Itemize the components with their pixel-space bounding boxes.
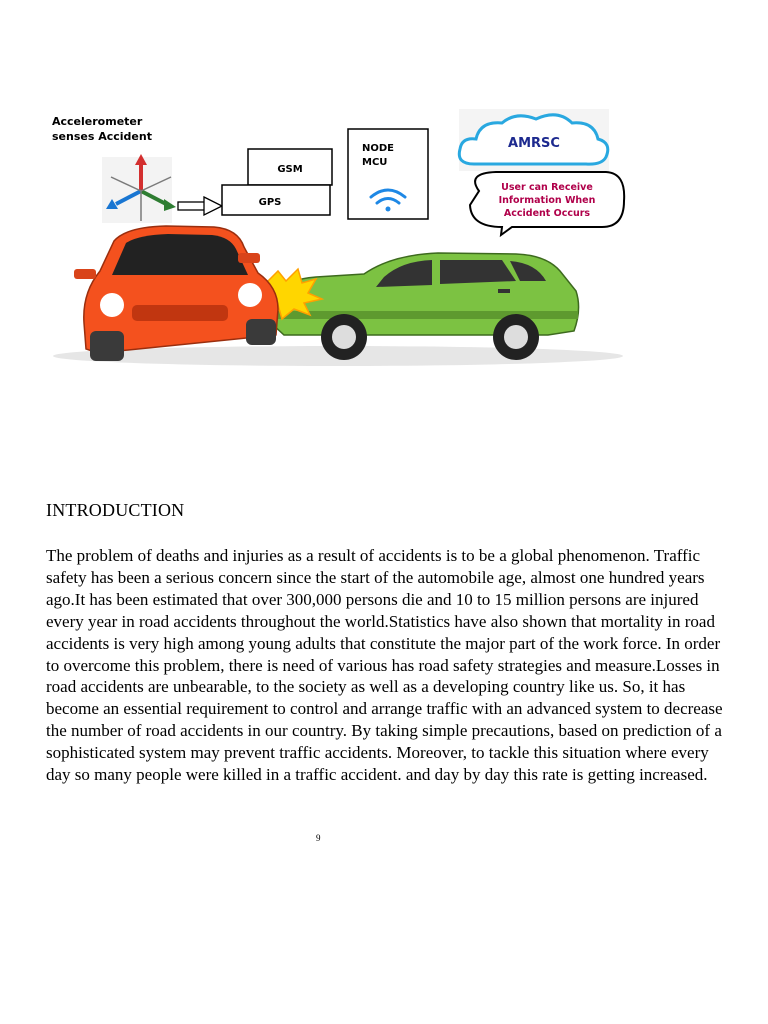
introduction-paragraph: The problem of deaths and injuries as a result of accidents is to be a global phenomenon. Traffic safety has been a serious concern since the start of the automobile age, almost one hundred years ago.It has been estimated that over 300,000 persons die and 10 to 15 million persons are injured every year in road accidents throughout the world.Statistics have also shown that mortality in road accidents is very high among young adults that constitute the major part of the work force. In order to overcome this problem, there is need of various has road safety strategies and measure.Losses in road accidents are unbearable, to the society as well as a developing country like us. So, it has become an essential requirement to control and arrange traffic with an advanced system to decrease the number of road accidents in our country. By taking simple precautions, based on prediction of a sophisticated system may prevent traffic accidents. Moreover, to tackle this situation where every day so many people were killed in a traffic accident. and day by day this rate is getting increased.: [46, 546, 723, 785]
bubble-text-line1: User can Receive: [501, 182, 593, 193]
section-heading: INTRODUCTION: [46, 500, 185, 520]
nodemcu-label-line1: NODE: [362, 143, 395, 154]
nodemcu-label-line2: MCU: [362, 157, 388, 168]
accelerometer-axes-icon: [102, 154, 176, 223]
arrow-icon: [178, 197, 222, 215]
orange-car: [74, 226, 278, 361]
bubble-text-line3: Accident Occurs: [503, 208, 591, 219]
cloud-label: AMRSC: [508, 136, 560, 151]
accelerometer-label-line2: senses Accident: [52, 130, 152, 143]
bubble-text-line2: Information When: [498, 195, 596, 206]
accelerometer-label-line1: Accelerometer: [52, 115, 143, 128]
gps-label: GPS: [258, 197, 282, 208]
gsm-label: GSM: [277, 164, 303, 175]
figure-illustration: [46, 109, 631, 371]
accident-detection-figure: [46, 109, 631, 371]
page-number: 9: [316, 833, 321, 843]
green-car: [271, 253, 579, 360]
